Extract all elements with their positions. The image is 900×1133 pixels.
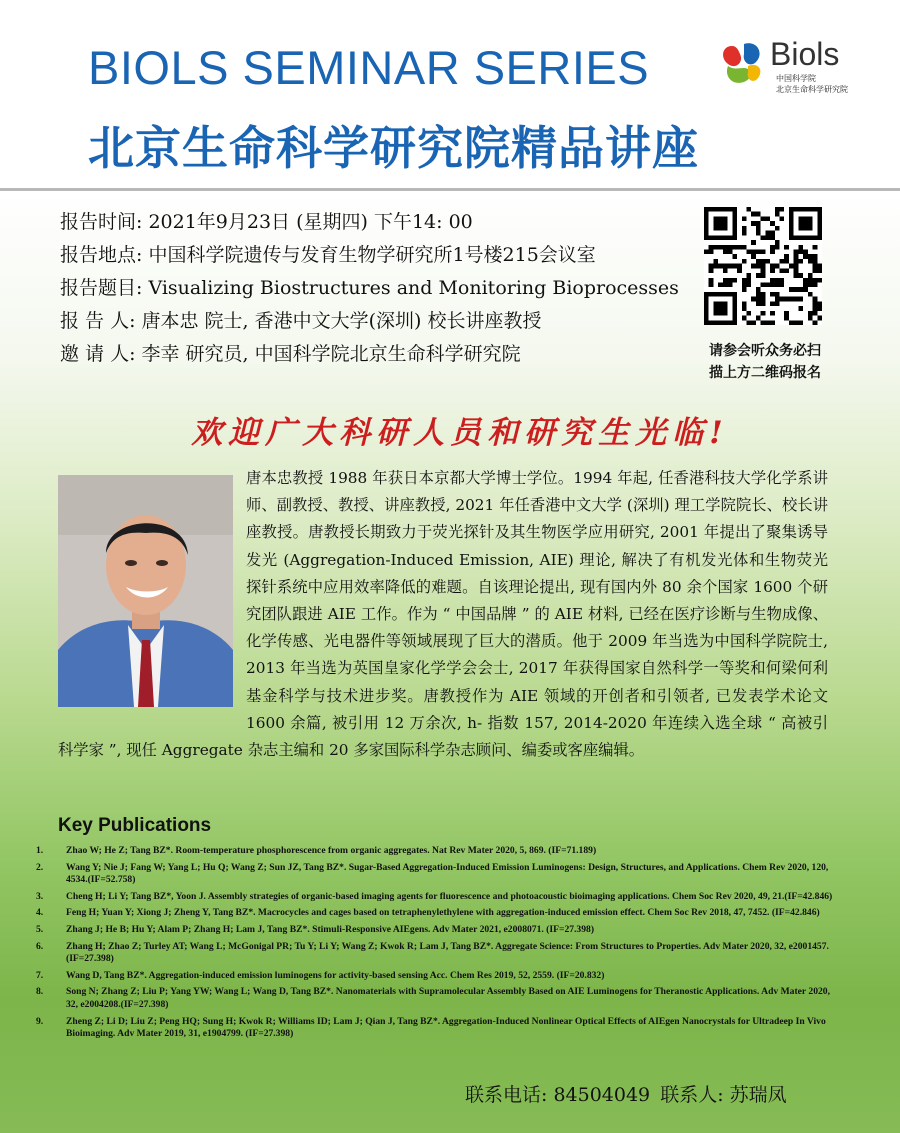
biography-text: 唐本忠教授 1988 年获日本京都大学博士学位。1994 年起, 任香港科技大学化学系讲师、副教授、教授、讲座教授, 2021 年任香港中文大学 (深圳) 理工学院院长、校长讲座教授。唐教授长期致力于荧光探针及其生物医学应用研究, 2001 年提出了聚集诱导发光 (Aggregation-Induced Emission, AIE) 理论, 解决了有机发光体和生物荧光探针系统中应用效率降低的难题。自该理论提出, 现有国内外 80 余个国家 1600 个研究团队跟进 AIE 工作。作为 “ 中国品牌 ” 的 AIE 材料, 已经在医疗诊断与生物成像、化学传感、光电器件等领域展现了巨大的潜质。他于 2009 年当选为中国科学院院士, 2013 年当选为英国皇家化学学会会士, 2017 年获得国家自然科学一等奖和何梁何利基金科学与技术进步奖。唐教授作为 AIE 领域的开创者和引领者, 已发表学术论文 1600 余篇, 被引用 12 万余次, h- 指数 157, 2014-2020 年连续入选全球 “ 高被引科学家 ”, 现任 Aggregate 杂志主编和 20 多家国际科学杂志顾问、编委或客座编辑。 xyxy=(58,469,828,760)
publication-number: 4. xyxy=(36,907,44,919)
info-host: 邀 请 人: 李幸 研究员, 中国科学院北京生命科学研究院 xyxy=(60,343,521,365)
seminar-info xyxy=(60,206,679,371)
publication-text: Feng H; Yuan Y; Xiong J; Zheng Y, Tang BZ*. Macrocycles and cages based on tetraphenylethylene with aggregation-induced emission effect. Chem Soc Rev 2018, 47, 7452. (IF=42.846) xyxy=(66,907,820,919)
logo-subtitle-1: 中国科学院 xyxy=(776,74,816,83)
publication-text: Song N; Zhang Z; Liu P; Yang YW; Wang L; Wang D, Tang BZ*. Nanomaterials with Supramolecular Assembly Based on AIE Luminogens for Theranostic Applications. Adv Mater 2020, 32, e2004208.(IF=27.398) xyxy=(66,986,830,1010)
publication-text: Wang Y; Nie J; Fang W; Yang L; Hu Q; Wang Z; Sun JZ, Tang BZ*. Sugar-Based Aggregation-Induced Emission Luminogens: Design, Structures, and Applications. Chem Rev 2020, 120, 4534.(IF=52.758) xyxy=(66,861,829,886)
poster-header xyxy=(0,0,900,190)
publication-number: 6. xyxy=(36,940,44,952)
publication-item xyxy=(36,891,836,904)
publications-heading: Key Publications xyxy=(58,815,212,836)
publication-number: 7. xyxy=(36,969,44,981)
publication-item xyxy=(36,845,836,858)
photo-spacer xyxy=(58,465,246,713)
publication-text: Zhang H; Zhao Z; Turley AT; Wang L; McGonigal PR; Tu Y; Li Y; Wang Z; Kwok R; Lam J, Tang BZ*. Aggregate Science: From Structures to Properties. Adv Mater 2020, 32, e2001457.(IF=27.398) xyxy=(66,940,829,965)
publication-number: 5. xyxy=(36,923,44,935)
biols-logo xyxy=(718,36,878,100)
welcome-banner: 欢迎广大科研人员和研究生光临! xyxy=(191,415,729,451)
qr-code[interactable] xyxy=(704,207,822,325)
contact-phone: 联系电话: 84504049 xyxy=(465,1084,651,1106)
biols-logo-icon xyxy=(718,40,776,88)
publication-text: Zhang J; He B; Hu Y; Alam P; Zhang H; Lam J, Tang BZ*. Stimuli-Responsive AIEgens. Adv Mater 2021, e2008071. (IF=27.398) xyxy=(66,923,595,935)
title-english: BIOLS SEMINAR SERIES xyxy=(88,41,650,94)
publication-item xyxy=(36,1016,836,1041)
qr-caption-line-1: 请参会听众务必扫 xyxy=(709,343,821,359)
publication-item xyxy=(36,986,836,1011)
info-topic: 报告题目: Visualizing Biostructures and Monitoring Bioprocesses xyxy=(60,277,679,299)
publication-number: 1. xyxy=(36,845,44,856)
publication-number: 3. xyxy=(36,890,44,902)
publication-item xyxy=(36,970,836,983)
logo-subtitle-2: 北京生命科学研究院 xyxy=(776,85,848,94)
qr-caption xyxy=(690,340,840,384)
publications-list xyxy=(36,845,836,1045)
publication-text: Wang D, Tang BZ*. Aggregation-induced emission luminogens for activity-based sensing Acc. Chem Res 2019, 52, 2559. (IF=20.832) xyxy=(66,969,605,981)
publication-number: 2. xyxy=(36,861,44,873)
info-location: 报告地点: 中国科学院遗传与发育生物学研究所1号楼215会议室 xyxy=(60,244,596,266)
qr-caption-line-2: 描上方二维码报名 xyxy=(709,365,821,381)
publication-item xyxy=(36,924,836,937)
contact-info xyxy=(465,1080,791,1107)
publication-number: 8. xyxy=(36,986,44,998)
publication-number: 9. xyxy=(36,1015,44,1027)
info-speaker: 报 告 人: 唐本忠 院士, 香港中文大学(深圳) 校长讲座教授 xyxy=(60,310,542,332)
publication-text: Cheng H; Li Y; Tang BZ*, Yoon J. Assembly strategies of organic-based imaging agents for fluorescence and photoacoustic bioimaging applications. Chem Soc Rev 2020, 49, 21.(IF=42.846) xyxy=(66,890,833,902)
publication-text: Zhao W; He Z; Tang BZ*. Room-temperature phosphorescence from organic aggregates. Nat Rev Mater 2020, 5, 869. (IF=71.189) xyxy=(66,845,597,856)
publication-item xyxy=(36,862,836,887)
publication-item xyxy=(36,941,836,966)
info-time: 报告时间: 2021年9月23日 (星期四) 下午14: 00 xyxy=(60,211,473,233)
contact-person: 联系人: 苏瑞凤 xyxy=(660,1084,787,1106)
publication-item xyxy=(36,907,836,920)
title-chinese: 北京生命科学研究院精品讲座 xyxy=(88,121,699,175)
logo-wordmark: Biols xyxy=(770,36,840,72)
speaker-biography xyxy=(58,465,828,764)
publication-text: Zheng Z; Li D; Liu Z; Peng HQ; Sung H; Kwok R; Williams ID; Lam J; Qian J, Tang BZ*. Aggregation-Induced Nonlinear Optical Effects of AIEgen Nanocrystals for Ultradeep In Vivo Bioimaging. Adv Mater 2019, 31, e1904799. (IF=27.398) xyxy=(66,1015,826,1040)
header-divider xyxy=(0,188,900,191)
